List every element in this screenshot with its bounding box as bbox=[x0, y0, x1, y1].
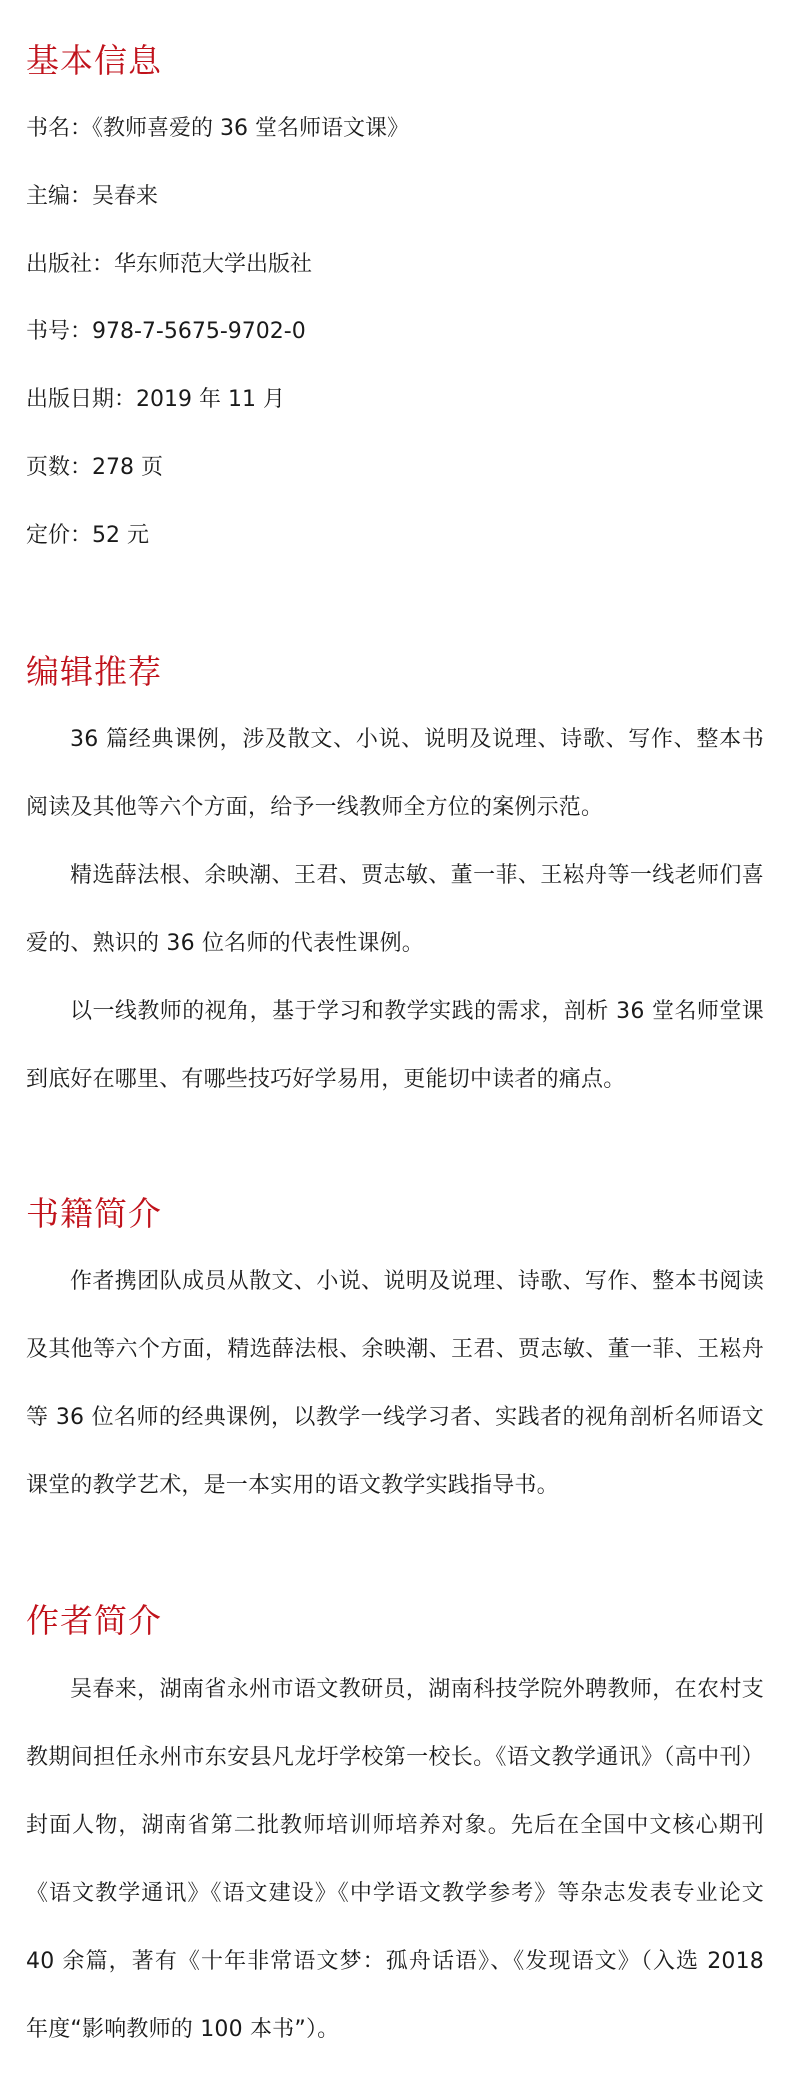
info-publisher: 出版社：华东师范大学出版社 bbox=[26, 252, 313, 277]
section-title-author-intro: 作者简介 bbox=[26, 1601, 162, 1640]
section-title-basic-info: 基本信息 bbox=[26, 41, 162, 80]
info-isbn: 书号：978-7-5675-9702-0 bbox=[26, 319, 306, 344]
recommend-paragraph: 36 篇经典课例，涉及散文、小说、说明及说理、诗歌、写作、整本书阅读及其他等六个方面，给予一线教师全方位的案例示范。 bbox=[26, 727, 764, 820]
section-title-editor-recommend: 编辑推荐 bbox=[26, 652, 162, 691]
author-paragraph: 吴春来，湖南省永州市语文教研员，湖南科技学院外聘教师，在农村支教期间担任永州市东安县凡龙圩学校第一校长。《语文教学通讯》（高中刊）封面人物，湖南省第二批教师培训师培养对象。先后在全国中文核心期刊《语文教学通讯》《语文建设》《中学语文教学参考》等杂志发表专业论文 40 余篇，著有《十年非常语文梦：孤舟话语》、《发现语文》（入选 2018 年度“影响教师的 100 本书”）。 bbox=[26, 1677, 764, 2042]
info-pages: 页数：278 页 bbox=[26, 455, 163, 480]
recommend-paragraph: 以一线教师的视角，基于学习和教学实践的需求，剖析 36 堂名师堂课到底好在哪里、有哪些技巧好学易用，更能切中读者的痛点。 bbox=[26, 999, 764, 1092]
intro-paragraph: 作者携团队成员从散文、小说、说明及说理、诗歌、写作、整本书阅读及其他等六个方面，精选薛法根、余映潮、王君、贾志敏、董一菲、王崧舟等 36 位名师的经典课例，以教学一线学习者、实践者的视角剖析名师语文课堂的教学艺术，是一本实用的语文教学实践指导书。 bbox=[26, 1269, 764, 1498]
info-book-name: 书名：《教师喜爱的 36 堂名师语文课》 bbox=[26, 116, 409, 141]
info-editor: 主编：吴春来 bbox=[26, 184, 159, 209]
info-price: 定价：52 元 bbox=[26, 523, 149, 548]
info-pub-date: 出版日期：2019 年 11 月 bbox=[26, 387, 285, 412]
section-title-book-intro: 书籍简介 bbox=[26, 1194, 162, 1233]
recommend-paragraph: 精选薛法根、余映潮、王君、贾志敏、董一菲、王崧舟等一线老师们喜爱的、熟识的 36 位名师的代表性课例。 bbox=[26, 863, 764, 956]
